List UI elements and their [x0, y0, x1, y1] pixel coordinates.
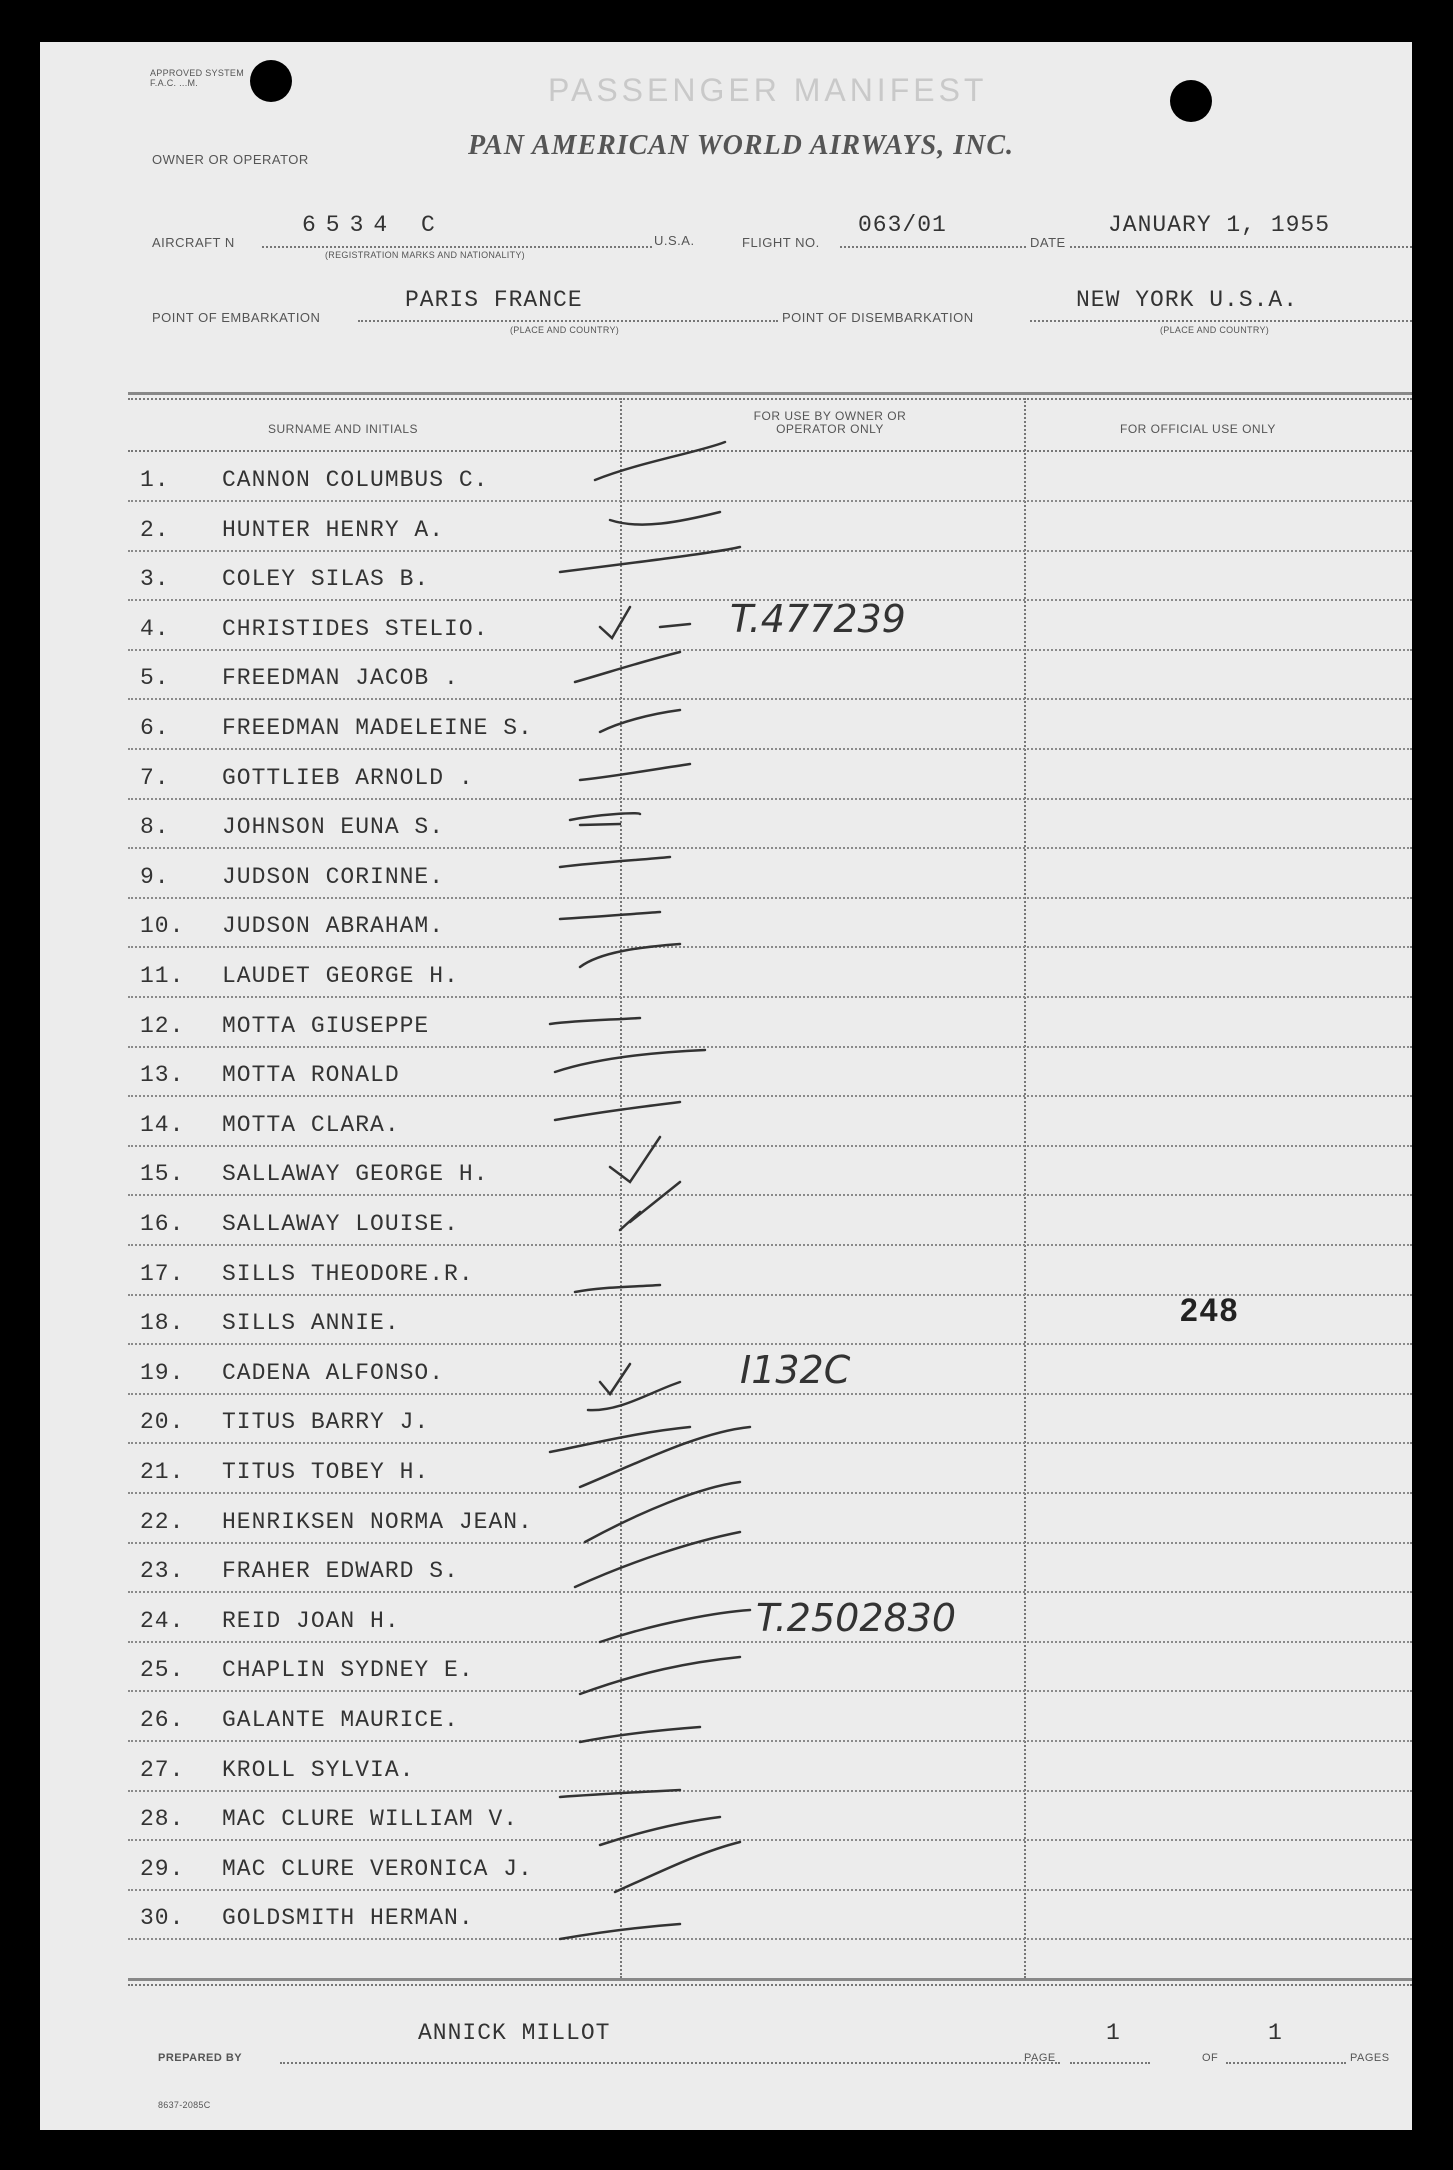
airline-name: PAN AMERICAN WORLD AIRWAYS, INC.: [468, 130, 1015, 161]
flight-date: JANUARY 1, 1955: [1108, 212, 1331, 238]
ticket-note-row4: T.477239: [730, 597, 906, 641]
passenger-name: CHAPLIN SYDNEY E.: [222, 1657, 474, 1684]
passenger-name: CANNON COLUMBUS C.: [222, 467, 489, 493]
column-official-use: FOR OFFICIAL USE ONLY: [1120, 422, 1276, 436]
passenger-name: REID JOAN H.: [222, 1607, 400, 1634]
passenger-name: KROLL SYLVIA.: [222, 1756, 415, 1783]
passenger-number: 4.: [140, 615, 170, 642]
passenger-number: 8.: [140, 814, 170, 841]
date-label: DATE: [1030, 235, 1066, 250]
disembark-note: (PLACE AND COUNTRY): [1160, 325, 1270, 335]
page-title: PASSENGER MANIFEST: [548, 72, 988, 108]
passenger-number: 23.: [140, 1558, 185, 1585]
passenger-number: 7.: [140, 764, 170, 791]
disembark-label: POINT OF DISEMBARKATION: [782, 310, 974, 325]
passenger-number: 1.: [140, 467, 170, 493]
passenger-number: 28.: [140, 1806, 185, 1833]
form-code: 8637-2085C: [158, 2100, 211, 2110]
passenger-number: 24.: [140, 1607, 185, 1634]
passenger-name: MOTTA RONALD: [222, 1062, 400, 1089]
passenger-name: HUNTER HENRY A.: [222, 516, 445, 543]
passenger-name: FREEDMAN MADELEINE S.: [222, 715, 533, 741]
passenger-number: 18.: [140, 1310, 185, 1337]
passenger-number: 9.: [140, 863, 170, 890]
passenger-number: 25.: [140, 1657, 185, 1684]
passenger-name: MAC CLURE WILLIAM V.: [222, 1806, 519, 1833]
passenger-name: GOTTLIEB ARNOLD .: [222, 764, 474, 791]
column-owner-use: FOR USE BY OWNER OR OPERATOR ONLY: [753, 409, 907, 436]
passenger-number: 12.: [140, 1012, 185, 1039]
passenger-number: 6.: [140, 715, 170, 741]
check-marks: [40, 42, 1412, 2130]
passenger-number: 15.: [140, 1161, 185, 1188]
passenger-name: MOTTA GIUSEPPE: [222, 1012, 430, 1039]
aircraft-label: AIRCRAFT N: [152, 235, 235, 250]
embark-label: POINT OF EMBARKATION: [152, 310, 321, 325]
passenger-name: CHRISTIDES STELIO.: [222, 615, 489, 642]
passenger-number: 19.: [140, 1359, 185, 1386]
aircraft-number: 6534 C: [302, 212, 445, 238]
passenger-name: MAC CLURE VERONICA J.: [222, 1855, 533, 1882]
passenger-name: SILLS THEODORE.R.: [222, 1260, 474, 1287]
passenger-name: JUDSON ABRAHAM.: [222, 913, 445, 940]
manifest-page: [40, 42, 1412, 2130]
passenger-name: GALANTE MAURICE.: [222, 1707, 459, 1733]
page-total: 1: [1268, 2020, 1283, 2046]
passenger-number: 30.: [140, 1905, 185, 1932]
embark-note: (PLACE AND COUNTRY): [510, 325, 620, 335]
passenger-number: 26.: [140, 1707, 185, 1733]
column-surname: SURNAME AND INITIALS: [268, 422, 419, 436]
official-stamp-number: 248: [1180, 1292, 1240, 1328]
pages-label: PAGES: [1350, 2052, 1390, 2064]
ticket-note-row24: T.2502830: [756, 1596, 957, 1640]
disembark-value: NEW YORK U.S.A.: [1076, 287, 1299, 313]
passenger-number: 13.: [140, 1062, 185, 1089]
owner-label: OWNER OR OPERATOR: [152, 152, 309, 167]
page-label: PAGE: [1024, 2052, 1056, 2064]
flight-label: FLIGHT NO.: [742, 235, 820, 250]
passenger-number: 11.: [140, 963, 185, 989]
passenger-name: SALLAWAY GEORGE H.: [222, 1161, 489, 1188]
page-number: 1: [1106, 2020, 1121, 2046]
passenger-number: 14.: [140, 1111, 185, 1138]
passenger-name: TITUS BARRY J.: [222, 1409, 430, 1436]
passenger-name: CADENA ALFONSO.: [222, 1359, 445, 1386]
passenger-name: TITUS TOBEY H.: [222, 1459, 430, 1485]
passenger-name: FREEDMAN JACOB .: [222, 665, 459, 692]
passenger-number: 22.: [140, 1508, 185, 1535]
ticket-note-row19: I132C: [740, 1348, 851, 1392]
of-label: OF: [1202, 2052, 1219, 2064]
flight-number: 063/01: [858, 212, 947, 238]
passenger-name: MOTTA CLARA.: [222, 1111, 400, 1138]
passenger-number: 2.: [140, 516, 170, 543]
passenger-number: 20.: [140, 1409, 185, 1436]
passenger-name: SILLS ANNIE.: [222, 1310, 400, 1337]
passenger-number: 27.: [140, 1756, 185, 1783]
passenger-name: LAUDET GEORGE H.: [222, 963, 459, 989]
passenger-name: GOLDSMITH HERMAN.: [222, 1905, 474, 1932]
passenger-name: COLEY SILAS B.: [222, 566, 430, 593]
passenger-name: HENRIKSEN NORMA JEAN.: [222, 1508, 533, 1535]
passenger-name: SALLAWAY LOUISE.: [222, 1211, 459, 1237]
prepared-by-value: ANNICK MILLOT: [418, 2020, 611, 2046]
usa-label: U.S.A.: [654, 233, 695, 248]
passenger-number: 21.: [140, 1459, 185, 1485]
passenger-name: JOHNSON EUNA S.: [222, 814, 445, 841]
passenger-name: JUDSON CORINNE.: [222, 863, 445, 890]
registration-note: (REGISTRATION MARKS AND NATIONALITY): [325, 250, 525, 260]
passenger-number: 29.: [140, 1855, 185, 1882]
approval-note: APPROVED SYSTEM F.A.C. ...M.: [150, 68, 245, 88]
embark-value: PARIS FRANCE: [405, 287, 583, 313]
prepared-by-label: PREPARED BY: [158, 2052, 243, 2064]
passenger-name: FRAHER EDWARD S.: [222, 1558, 459, 1585]
passenger-number: 3.: [140, 566, 170, 593]
passenger-number: 5.: [140, 665, 170, 692]
passenger-number: 17.: [140, 1260, 185, 1287]
passenger-number: 16.: [140, 1211, 185, 1237]
passenger-number: 10.: [140, 913, 185, 940]
